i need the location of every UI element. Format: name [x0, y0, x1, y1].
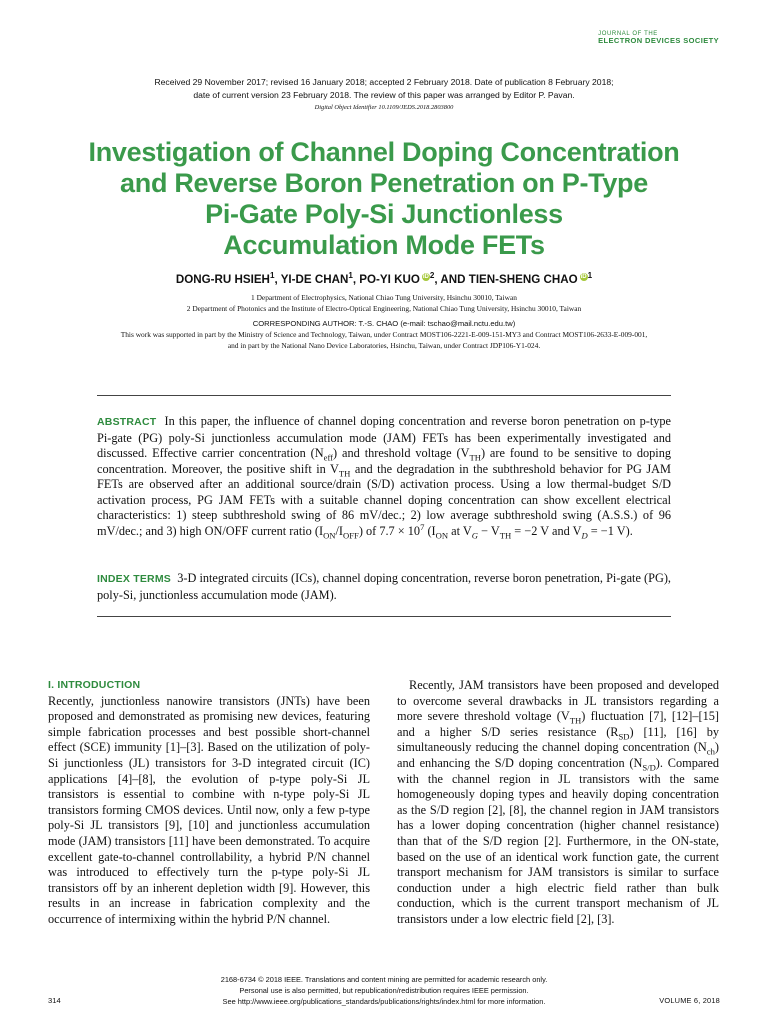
- journal-logo-line1: JOURNAL OF THE: [598, 31, 658, 37]
- dates-line2: date of current version 23 February 2018. The review of this paper was arranged by Editor P. Pavan.: [193, 90, 575, 100]
- affiliation-1: 1 Department of Electrophysics, National Chiao Tung University, Hsinchu 30010, Taiwan: [251, 293, 517, 302]
- abstract-text: ) of 7.7 × 10: [358, 523, 421, 538]
- affiliation-2: 2 Department of Photonics and the Institute of Electro-Optical Engineering, National Chiao Tung University, Hsinchu 30010, Taiwan: [186, 304, 582, 313]
- abstract-text: In this paper, the influence of channel doping concentration and reverse boron penetration on p-type Pi-gate (PG) poly-Si junctionless accumulation mode (JAM) FETs has been experimentally investigated and discussed. Effective carrier concentration (N: [97, 414, 671, 460]
- subscript: TH: [569, 715, 582, 726]
- volume-info: VOLUME 6, 2018: [659, 996, 720, 1005]
- footer-line3[interactable]: See http://www.ieee.org/publications_standards/publications/rights/index.html for more information.: [222, 997, 546, 1006]
- corresponding-author: CORRESPONDING AUTHOR: T.-S. CHAO (e-mail: tschao@mail.nctu.edu.tw): [252, 319, 516, 328]
- doi: Digital Object Identifier 10.1109/JEDS.2018.2803800: [314, 104, 454, 111]
- subscript: SD: [618, 731, 630, 742]
- abstract-text: = −1 V).: [587, 523, 633, 538]
- publication-dates: [0, 76, 768, 102]
- title-line4: Accumulation Mode FETs: [223, 230, 545, 260]
- author-1: DONG-RU HSIEH: [175, 273, 270, 286]
- funding-line2: and in part by the National Nano Device Laboratories, Hsinchu, Taiwan, under Contract JDP106-Y1-024.: [227, 340, 541, 350]
- journal-logo-line2: ELECTRON DEVICES SOCIETY: [598, 36, 719, 46]
- index-terms: [97, 571, 671, 603]
- author-4-affil: 1: [587, 271, 593, 281]
- column-left: [48, 678, 370, 928]
- subscript: TH: [499, 529, 512, 540]
- title-line3: Pi-Gate Poly-Si Junctionless: [205, 199, 563, 229]
- author-2-affil: 1: [348, 271, 353, 281]
- subscript: D: [581, 529, 588, 540]
- abstract-text: /I: [335, 523, 344, 538]
- intro-paragraph-2: [397, 678, 719, 928]
- subscript: G: [471, 529, 478, 540]
- abstract-text: and the degradation in the subthreshold behavior for PG JAM FETs are observed after an additional source/drain (S/D) activation process. Using a low thermal-budget S/D activation process, PG JAM FETs with a suitable channel doping concentration can show excellent electrical characteristics: 1) steep subthreshold swing of 86 mV/dec.; 2) low average subthreshold swing (A.S.S.) of 96 mV/dec.; and 3) high ON/OFF current ratio (I: [97, 461, 671, 538]
- author-1-affil: 1: [269, 271, 275, 281]
- copyright-footer: [0, 974, 768, 1007]
- title-line1: Investigation of Channel Doping Concentration: [88, 137, 680, 167]
- abstract-text: (I: [424, 523, 436, 538]
- paper-title: [0, 137, 768, 261]
- column-right: [397, 678, 719, 928]
- dates-line1: Received 29 November 2017; revised 16 January 2018; accepted 2 February 2018. Date of publication 8 February 2018;: [154, 77, 614, 87]
- orcid-icon[interactable]: iD: [580, 274, 587, 280]
- abstract-text: at V: [448, 523, 472, 538]
- superscript: 7: [420, 521, 425, 532]
- subscript: ch: [706, 746, 715, 757]
- author-list: DONG-RU HSIEH$^1$, YI-DE CHAN$^1$, PO-YI KUO $iD^2$, AND TIEN-SHENG CHAO $iD^1$: [175, 271, 593, 286]
- journal-logo: [598, 31, 719, 45]
- author-2: YI-DE CHAN: [280, 273, 349, 286]
- funding-line1: This work was supported in part by the Ministry of Science and Technology, Taiwan, under Contract MOST106-2221-E-009-151-MY3 and Contract MOST106-2633-E-009-001,: [120, 330, 648, 339]
- paragraph-text: ) and enhancing the S/D doping concentration (N: [397, 740, 719, 770]
- index-terms-label: INDEX TERMS: [97, 573, 171, 585]
- subscript: eff: [323, 452, 334, 463]
- subscript: TH: [469, 452, 481, 463]
- funding-note: [30, 330, 738, 351]
- abstract-text: = −2 V and V: [511, 523, 582, 538]
- orcid-icon[interactable]: iD: [422, 274, 429, 280]
- intro-paragraph-1: Recently, junctionless nanowire transistors (JNTs) have been proposed and demonstrated as promising new devices, featuring simple fabrication processes and best possible short-channel effect (SCE) immunity [1]–[3]. Based on the utilization of poly-Si junctionless (JL) transistors for 3-D integrated circuit (IC) applications [4]–[8], the evolution of p-type poly-Si JL transistors is essential to combine with n-type poly-Si JL transistors forming CMOS devices. Until now, only a few p-type poly-Si JL transistors [9], [10] and junctionless accumulation mode (JAM) transistors [11] have been demonstrated. To acquire excellent gate-to-channel controllability, a hybrid P/N channel was introduced to effectively turn the p-type poly-Si JL transistors off by an inherent depletion width [9]. However, this results in an increase in fabrication complexity and the occurrence of intermixing within the hybrid P/N channel.: [48, 693, 370, 926]
- paragraph-text: ) fluctuation [7], [12]–[15] and a higher S/D series resistance (R: [397, 709, 719, 739]
- abstract-top-rule: [97, 395, 671, 396]
- page-number: 314: [48, 996, 61, 1005]
- abstract-label: ABSTRACT: [97, 416, 157, 428]
- subscript: OFF: [343, 529, 359, 540]
- author-4-prefix: AND: [440, 273, 469, 286]
- abstract: [97, 414, 671, 539]
- author-3-affil: 2: [429, 271, 435, 281]
- author-3: PO-YI KUO: [359, 273, 420, 286]
- author-4: TIEN-SHENG CHAO: [468, 273, 578, 286]
- subscript: ON: [323, 529, 336, 540]
- footer-line2: Personal use is also permitted, but republication/redistribution requires IEEE permission.: [239, 986, 529, 995]
- footer-line1: 2168-6734 © 2018 IEEE. Translations and content mining are permitted for academic research only.: [220, 975, 548, 984]
- title-line2: and Reverse Boron Penetration on P-Type: [120, 168, 648, 198]
- paragraph-text: Recently, JAM transistors have been proposed and developed to overcome several drawbacks in JL transistors regarding a more severe threshold voltage (V: [397, 678, 719, 724]
- subscript: S/D: [642, 762, 656, 773]
- section-heading: I. INTRODUCTION: [48, 679, 141, 691]
- subscript: ON: [435, 529, 449, 540]
- abstract-text: ) are found to be sensitive to doping concentration. Moreover, the positive shift in V: [97, 446, 671, 476]
- index-terms-text: 3-D integrated circuits (ICs), channel doping concentration, reverse boron penetration, Pi-gate (PG), poly-Si, junctionless accumulation mode (JAM).: [97, 571, 671, 602]
- subscript: TH: [338, 467, 351, 478]
- abstract-bottom-rule: [97, 616, 671, 617]
- paragraph-text: ) [11], [16] by simultaneously reducing the channel doping concentration (N: [397, 724, 719, 755]
- paragraph-text: ). Compared with the channel region in JL transistors with the same homogeneously doping types and heavily doping concentration as the S/D region [2], [8], the channel region in JAM transistors has a lower doping concentration (higher channel resistance) than that of the S/D region [2]. Furthermore, in the ON-state, based on the use of an identical work function gate, the current transport mechanism for JAM transistors is similar to surface conduction under a high electric field rather than bulk conduction, which is the current transport mechanism of JL transistors under a low electric field [2], [3].: [397, 755, 720, 926]
- abstract-text: − V: [478, 523, 500, 538]
- abstract-text: ) and threshold voltage (V: [333, 446, 470, 460]
